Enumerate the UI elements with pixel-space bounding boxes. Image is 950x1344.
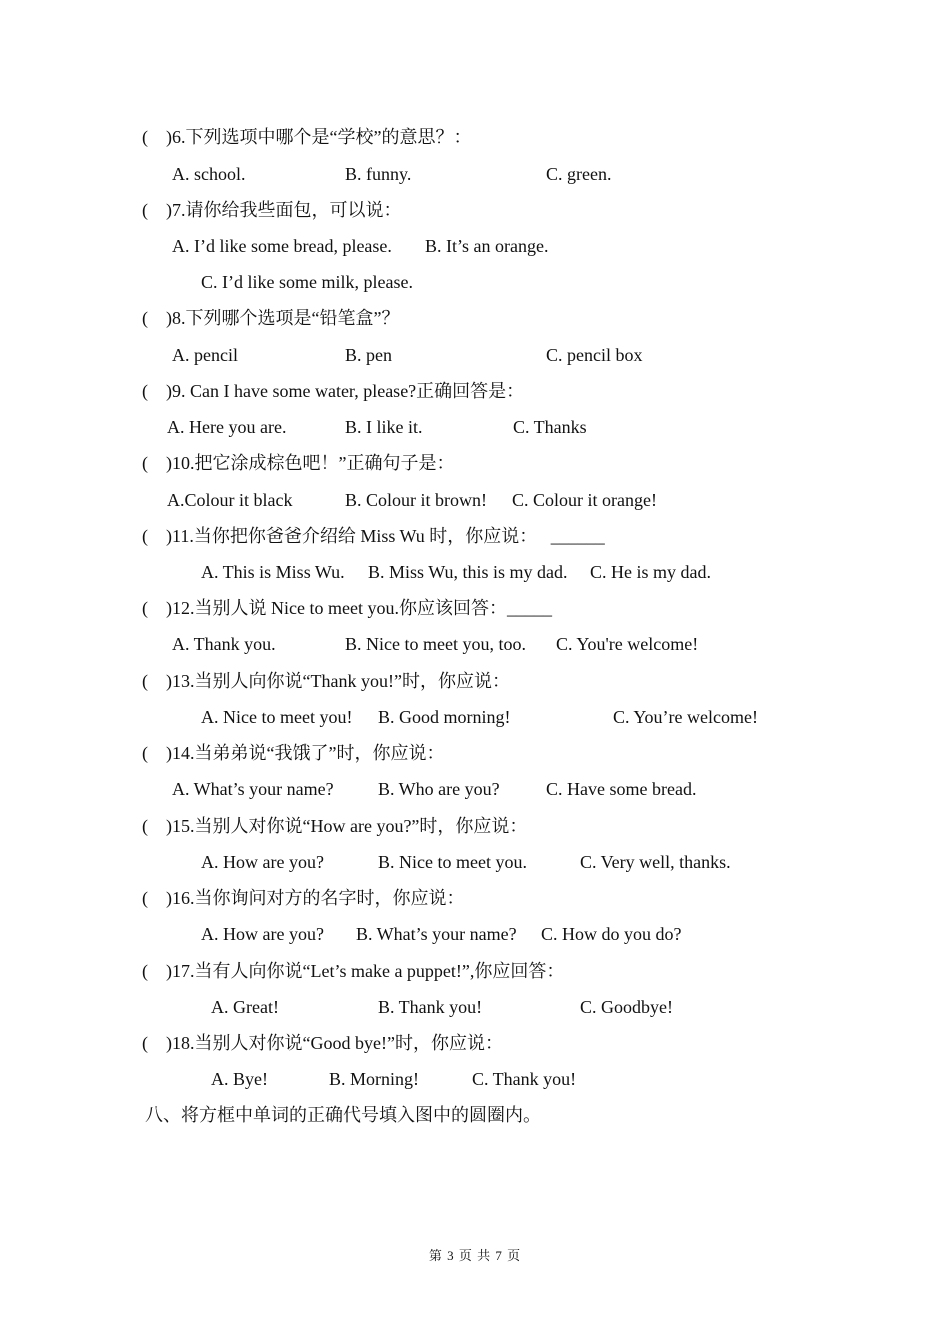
option-a: A. Great!: [211, 997, 279, 1017]
option-b: B. What’s your name?: [356, 924, 517, 944]
question-stem: ( )14.当弟弟说“我饿了”时，你应说：: [142, 743, 445, 763]
option-b: B. Miss Wu, this is my dad.: [368, 562, 568, 582]
option-c: C. You’re welcome!: [613, 707, 758, 727]
option-b: B. Colour it brown!: [345, 490, 487, 510]
option-b: B. funny.: [345, 164, 412, 184]
option-c: C. Thank you!: [472, 1069, 577, 1089]
option-a: A. pencil: [172, 345, 238, 365]
page-footer: 第 3 页 共 7 页: [428, 1248, 522, 1263]
question-stem: ( )15.当别人对你说“How are you?”时，你应说：: [142, 816, 528, 836]
option-b: B. pen: [345, 345, 392, 365]
option-c: C. green.: [546, 164, 612, 184]
question-stem: ( )17.当有人向你说“Let’s make a puppet!”,你应回答：: [142, 961, 565, 981]
option-c: C. Very well, thanks.: [580, 852, 731, 872]
option-b: B. It’s an orange.: [425, 236, 549, 256]
option-c: C. How do you do?: [541, 924, 682, 944]
option-b: B. Morning!: [329, 1069, 419, 1089]
option-b: B. Who are you?: [378, 779, 500, 799]
question-stem: ( )11.当你把你爸爸介绍给 Miss Wu 时，你应说： ______: [142, 526, 605, 546]
option-a: A. Nice to meet you!: [201, 707, 353, 727]
option-a: A. Bye!: [211, 1069, 268, 1089]
option-c: C. Thanks: [513, 417, 587, 437]
question-stem: ( )6.下列选项中哪个是“学校”的意思？：: [142, 127, 472, 147]
question-stem: ( )16.当你询问对方的名字时，你应说：: [142, 888, 465, 908]
question-stem: ( )8.下列哪个选项是“铅笔盒”？: [142, 308, 400, 328]
option-a: A. school.: [172, 164, 246, 184]
option-a: A. Here you are.: [167, 417, 287, 437]
option-a: A. Thank you.: [172, 634, 276, 654]
option-c: C. pencil box: [546, 345, 643, 365]
question-stem: ( )10.把它涂成棕色吧！”正确句子是：: [142, 453, 455, 473]
option-a: A. How are you?: [201, 852, 324, 872]
question-stem: ( )12.当别人说 Nice to meet you.你应该回答：_____: [142, 598, 552, 618]
option-b: B. Thank you!: [378, 997, 483, 1017]
question-stem: ( )13.当别人向你说“Thank you!”时，你应说：: [142, 671, 510, 691]
option-a: A. This is Miss Wu.: [201, 562, 345, 582]
option-b: B. I like it.: [345, 417, 423, 437]
option-b: B. Nice to meet you.: [378, 852, 527, 872]
option-c: C. I’d like some milk, please.: [201, 272, 413, 292]
option-a: A.Colour it black: [167, 490, 293, 510]
option-c: C. You're welcome!: [556, 634, 699, 654]
option-c: C. He is my dad.: [590, 562, 711, 582]
option-b: B. Nice to meet you, too.: [345, 634, 526, 654]
option-c: C. Goodbye!: [580, 997, 673, 1017]
question-stem: ( )9. Can I have some water, please?正确回答是：: [142, 381, 525, 401]
option-b: B. Good morning!: [378, 707, 511, 727]
option-a: A. I’d like some bread, please.: [172, 236, 392, 256]
option-c: C. Colour it orange!: [512, 490, 657, 510]
question-stem: ( )18.当别人对你说“Good bye!”时，你应说：: [142, 1033, 503, 1053]
question-stem: ( )7.请你给我些面包，可以说：: [142, 200, 402, 220]
option-a: A. How are you?: [201, 924, 324, 944]
section-heading: 八、将方框中单词的正确代号填入图中的圆圈内。: [145, 1105, 541, 1125]
option-c: C. Have some bread.: [546, 779, 697, 799]
option-a: A. What’s your name?: [172, 779, 334, 799]
